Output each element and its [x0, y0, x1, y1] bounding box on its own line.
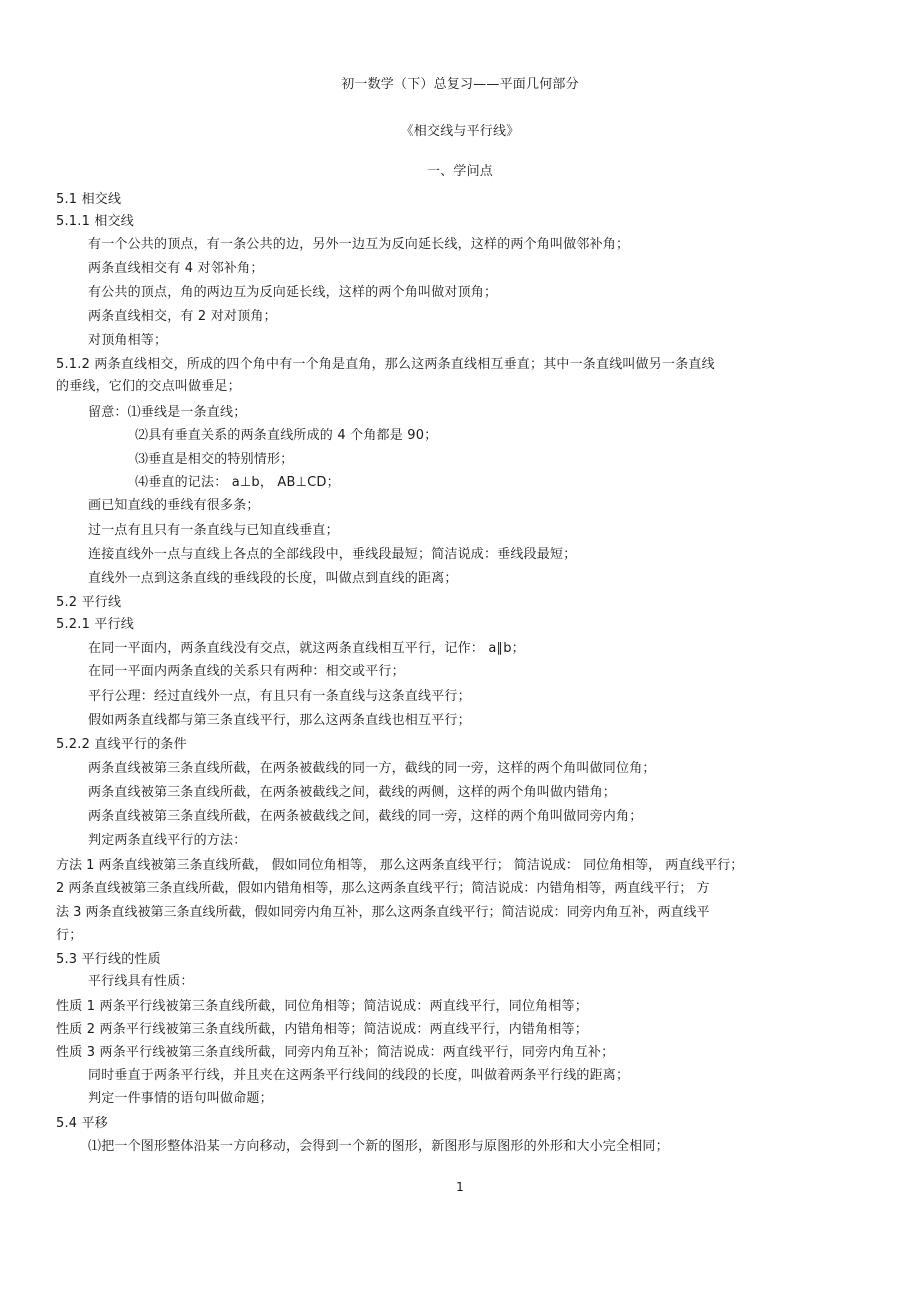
page-number: 1: [456, 1180, 464, 1194]
text-line: 过一点有且只有一条直线与已知直线垂直；: [88, 523, 339, 538]
text-line: 直线外一点到这条直线的垂线段的长度，叫做点到直线的距离；: [88, 571, 458, 586]
text-line: 有一个公共的顶点，有一条公共的边，另外一边互为反向延长线，这样的两个角叫做邻补角；: [88, 237, 630, 252]
method-line: 2 两条直线被第三条直线所截，假如内错角相等，那么这两条直线平行；简洁说成：内错角相等，两直线平行； 方: [56, 881, 710, 896]
text-line: 两条直线被第三条直线所截，在两条被截线之间，截线的同一旁，这样的两个角叫做同旁内角；: [88, 809, 643, 824]
heading-5-2-2: 5.2.2 直线平行的条件: [56, 737, 187, 752]
page-subtitle: 《相交线与平行线》: [400, 124, 520, 139]
heading-5-4: 5.4 平移: [56, 1116, 109, 1131]
text-line: 平行线具有性质：: [88, 974, 194, 989]
note-line: ⑷垂直的记法： a⊥b， AB⊥CD；: [135, 475, 340, 490]
heading-5-1-1: 5.1.1 相交线: [56, 214, 135, 229]
text-line: 的垂线，它们的交点叫做垂足；: [56, 379, 241, 394]
method-line: 方法 1 两条直线被第三条直线所截， 假如同位角相等， 那么这两条直线平行； 简洁说成： 同位角相等， 两直线平行；: [56, 858, 744, 873]
note-line: 留意：⑴垂线是一条直线；: [88, 405, 247, 420]
property-line: 性质 2 两条平行线被第三条直线所截，内错角相等；简洁说成：两直线平行，内错角相等；: [56, 1022, 588, 1037]
text-line: 画已知直线的垂线有很多条；: [88, 498, 260, 513]
heading-5-3: 5.3 平行线的性质: [56, 952, 161, 967]
method-line: 法 3 两条直线被第三条直线所截，假如同旁内角互补，那么这两条直线平行；简洁说成：同旁内角互补，两直线平: [56, 905, 710, 920]
text-line: 假如两条直线都与第三条直线平行，那么这两条直线也相互平行；: [88, 713, 471, 728]
text-line: 两条直线相交有 4 对邻补角；: [88, 261, 264, 276]
heading-5-2-1: 5.2.1 平行线: [56, 617, 135, 632]
property-line: 性质 3 两条平行线被第三条直线所截，同旁内角互补；简洁说成：两直线平行，同旁内角互补；: [56, 1045, 615, 1060]
text-line: 对顶角相等；: [88, 333, 168, 348]
text-line: 在同一平面内，两条直线没有交点，就这两条直线相互平行，记作： a∥b；: [88, 641, 525, 656]
text-line: 两条直线被第三条直线所截，在两条被截线的同一方，截线的同一旁，这样的两个角叫做同位角；: [88, 761, 656, 776]
section-heading: 一、学问点: [426, 164, 493, 179]
text-line: 有公共的顶点，角的两边互为反向延长线，这样的两个角叫做对顶角；: [88, 285, 498, 300]
heading-5-2: 5.2 平行线: [56, 595, 122, 610]
property-line: 性质 1 两条平行线被第三条直线所截，同位角相等；简洁说成：两直线平行，同位角相等；: [56, 999, 588, 1014]
page-title: 初一数学（下）总复习——平面几何部分: [341, 77, 579, 92]
heading-5-1: 5.1 相交线: [56, 192, 122, 207]
text-line: 在同一平面内两条直线的关系只有两种：相交或平行；: [88, 664, 405, 679]
text-line: 判定两条直线平行的方法：: [88, 833, 247, 848]
text-line: 两条直线被第三条直线所截，在两条被截线之间，截线的两侧，这样的两个角叫做内错角；: [88, 785, 617, 800]
heading-5-1-2: 5.1.2 两条直线相交，所成的四个角中有一个角是直角，那么这两条直线相互垂直；其中一条直线叫做另一条直线: [56, 357, 715, 372]
note-line: ⑵具有垂直关系的两条直线所成的 4 个角都是 90；: [135, 428, 438, 443]
text-line: ⑴把一个图形整体沿某一方向移动，会得到一个新的图形，新图形与原图形的外形和大小完全相同；: [88, 1139, 669, 1154]
text-line: 两条直线相交，有 2 对对顶角；: [88, 309, 277, 324]
text-line: 判定一件事情的语句叫做命题；: [88, 1091, 273, 1106]
text-line: 同时垂直于两条平行线，并且夹在这两条平行线间的线段的长度，叫做着两条平行线的距离；: [88, 1068, 630, 1083]
text-line: 平行公理：经过直线外一点，有且只有一条直线与这条直线平行；: [88, 689, 471, 704]
text-line: 连接直线外一点与直线上各点的全部线段中，垂线段最短；简洁说成：垂线段最短；: [88, 547, 577, 562]
note-line: ⑶垂直是相交的特别情形；: [135, 452, 294, 467]
method-line: 行；: [56, 928, 83, 943]
